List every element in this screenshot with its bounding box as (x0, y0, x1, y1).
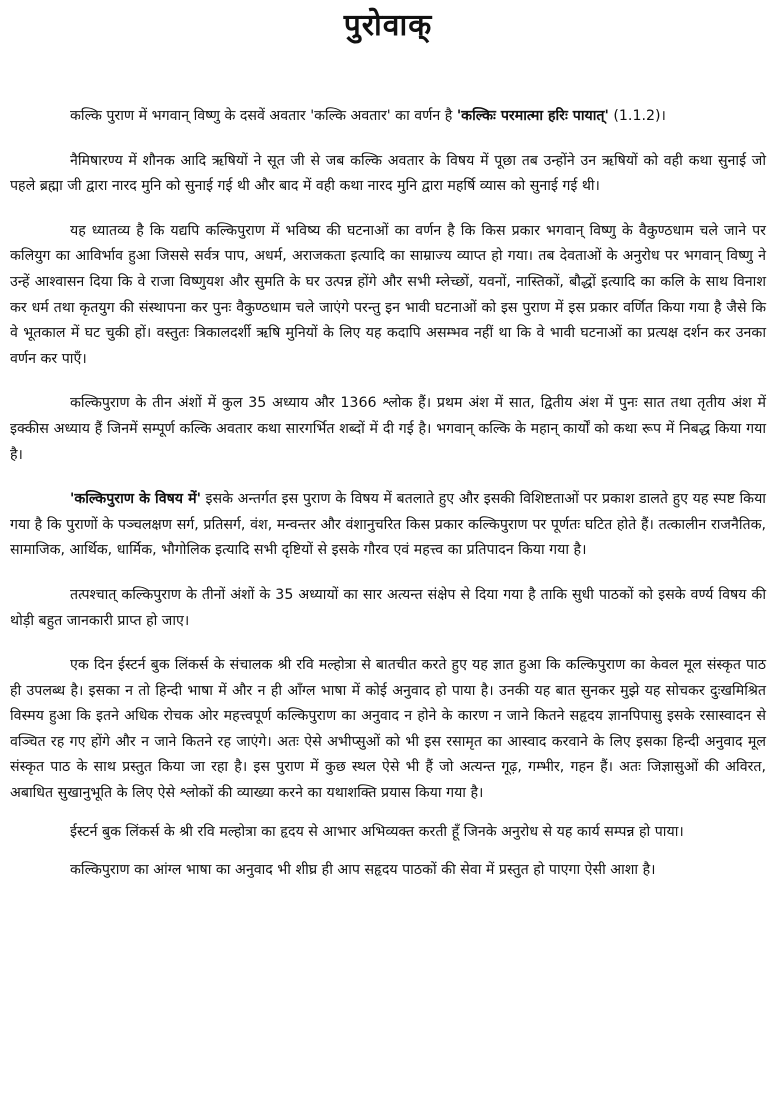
paragraph-3: यह ध्यातव्य है कि यद्यपि कल्किपुराण में भविष्य की घटनाओं का वर्णन है कि किस प्रकार भगवान् विष्णु के वैकुण्ठधाम चले जाने पर कलियुग का आविर्भाव हुआ जिससे सर्वत्र पाप, अधर्म, अराजकता इत्यादि का साम्राज्य व्याप्त हो गया। तब देवताओं के अनुरोध पर भगवान् विष्णु ने उन्हें आश्वासन दिया कि वे राजा विष्णुयश और सुमति के घर उत्पन्न होंगे और सभी म्लेच्छों, यवनों, नास्तिकों, बौद्धों इत्यादि का कलि के साथ विनाश कर धर्म तथा कृतयुग की संस्थापना कर पुनः वैकुण्ठधाम चले जाएंगे परन्तु इन भावी घटनाओं को इस पुराण में इस प्रकार वर्णित किया गया है जैसे कि वे भूतकाल में घट चुकी हों। वस्तुतः त्रिकालदर्शी ऋषि मुनियों के लिए यह कदापि असम्भव नहीं था कि वे भावी घटनाओं का प्रत्यक्ष दर्शन कर उनका वर्णन कर पाएँ। (10, 222, 766, 367)
paragraph-5 (10, 487, 766, 564)
paragraph-5-quote: 'कल्किपुराण के विषय में' (70, 491, 201, 508)
page-title: पुरोवाक् (343, 8, 433, 43)
paragraph-4: कल्किपुराण के तीन अंशों में कुल 35 अध्याय और 1366 श्लोक हैं। प्रथम अंश में सात, द्वितीय अंश में पुनः सात तथा तृतीय अंश में इक्कीस अध्याय हैं जिनमें सम्पूर्ण कल्कि अवतार कथा सारगर्भित शब्दों में दी गई है। भगवान् कल्कि के महान् कार्यों को कथा रूप में निबद्ध किया गया है। (10, 395, 766, 463)
paragraph-8: ईस्टर्न बुक लिंकर्स के श्री रवि मल्होत्रा का हृदय से आभार अभिव्यक्त करती हूँ जिनके अनुरोध से यह कार्य सम्पन्न हो पाया। (70, 823, 684, 840)
paragraph-2: नैमिषारण्य में शौनक आदि ऋषियों ने सूत जी से जब कल्कि अवतार के विषय में पूछा तब उन्होंने उन ऋषियों को वही कथा सुनाई जो पहले ब्रह्मा जी द्वारा नारद मुनि को सुनाई गई थी और बाद में वही कथा नारद मुनि द्वारा महर्षि व्यास को सुनाई गई थी। (10, 152, 766, 195)
paragraph-6: तत्पश्चात् कल्किपुराण के तीनों अंशों के 35 अध्यायों का सार अत्यन्त संक्षेप से दिया गया है ताकि सुधी पाठकों को इसके वर्ण्य विषय की थोड़ी बहुत जानकारी प्राप्त हो जाए। (10, 586, 766, 629)
paragraph-5-text: इसके अन्तर्गत इस पुराण के विषय में बतलाते हुए और इसकी विशिष्टताओं पर प्रकाश डालते हुए यह स्पष्ट किया गया है कि पुराणों के पञ्चलक्षण सर्ग, प्रतिसर्ग, वंश, मन्वन्तर और वंशानुचरित किस प्रकार कल्किपुराण पर पूर्णतः घटित होते हैं। तत्कालीन राजनैतिक, सामाजिक, आर्थिक, धार्मिक, भौगोलिक इत्यादि सभी दृष्टियों से इसके गौरव एवं महत्त्व का प्रतिपादन किया गया है। (10, 491, 766, 559)
paragraph-1-quote: 'कल्किः परमात्मा हरिः पायात्' (456, 108, 609, 124)
paragraph-7: एक दिन ईस्टर्न बुक लिंकर्स के संचालक श्री रवि मल्होत्रा से बातचीत करते हुए यह ज्ञात हुआ कि कल्किपुराण का केवल मूल संस्कृत पाठ ही उपलब्ध है। इसका न तो हिन्दी भाषा में और न ही आँग्ल भाषा में कोई अनुवाद हो पाया है। उनकी यह बात सुनकर मुझे यह सोचकर दुःखमिश्रित विस्मय हुआ कि इतने अधिक रोचक ओर महत्त्वपूर्ण कल्किपुराण का अनुवाद न होने के कारण न जाने कितने सहृदय ज्ञानपिपासु इसके रसास्वादन से वञ्चित रह गए होंगे और न जाने कितने रह जाएंगे। अतः ऐसे अभीप्सुओं को भी इस रसामृत का आस्वाद करवाने के लिए इसका हिन्दी अनुवाद मूल संस्कृत पाठ के साथ प्रस्तुत किया जा रहा है। इस पुराण में कुछ स्थल ऐसे भी हैं जो अत्यन्त गूढ़, गम्भीर, गहन हैं। अतः जिज्ञासुओं की अविरत, अबाधित सुखानुभूति के लिए ऐसे श्लोकों की व्याख्या करने का यथाशक्ति प्रयास किया गया है। (10, 657, 766, 802)
paragraph-9: कल्किपुराण का आंग्ल भाषा का अनुवाद भी शीघ्र ही आप सहृदय पाठकों की सेवा में प्रस्तुत हो पाएगा ऐसी आशा है। (70, 862, 656, 879)
paragraph-1 (10, 104, 766, 130)
paragraph-1-reference: (1.1.2)। (608, 108, 666, 124)
paragraph-1-text: कल्कि पुराण में भगवान् विष्णु के दसवें अवतार 'कल्कि अवतार' का वर्णन है (70, 108, 457, 124)
